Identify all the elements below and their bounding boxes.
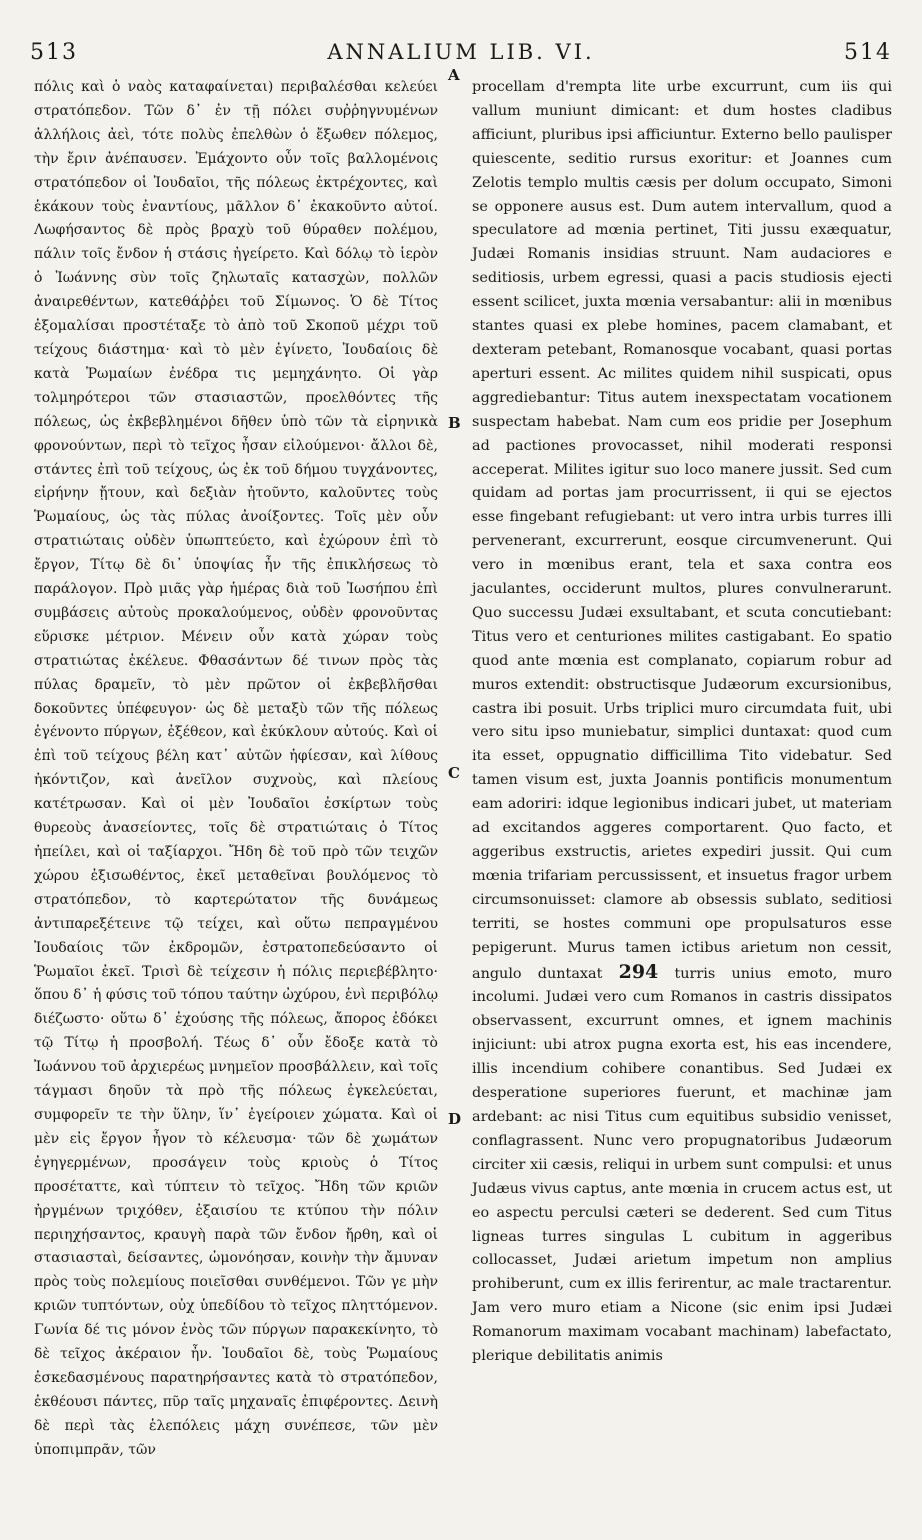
margin-letter-b: B xyxy=(448,414,461,432)
greek-column xyxy=(34,76,438,1463)
margin-letter-d: D xyxy=(448,1110,462,1128)
latin-text-after: turris unius emoto, muro incolumi. Judæi vero cum Romanos in castris dissipatos observassent, excurrunt omnes, et ignem machinis injiciunt: ubi atrox pugna exorta est, his eas incendere, illis incendium cohibere conantibus. Sed Judæi ex desperatione superiores fuerunt, et machinæ jam ardebant: ac nisi Titus cum equitibus subsidio venisset, conflagrassent. Nunc vero propugnatoribus Judæorum circiter xii cæsis, reliqui in urbem sunt compulsi: et unus Judæus vivus captus, ante mœnia in crucem actus est, ut eo aspectu perculsi cæteri se dederent. Sed cum Titus ligneas turres singulas L cubitum in aggeribus collocasset, Judæi arietum impetum non amplius prohiberunt, cum ex illis ferirentur, ac male tractarentur. Jam vero muro etiam a Nicone (sic enim ipsi Judæi Romanorum maximam vocabant machinam) labefactato, plerique debilitatis animis xyxy=(472,965,893,1365)
page-header xyxy=(30,34,892,70)
latin-paragraph xyxy=(472,76,892,1369)
left-page-number: 513 xyxy=(30,39,78,65)
margin-letter-c: C xyxy=(448,764,460,782)
latin-text-before: procellam d'rempta lite urbe excurrunt, cum iis qui vallum muniunt dimicant: et dum hostes cladibus afficiunt, pluribus ipsi afficiuntur. Externo bello paulisper quiescente, seditio rursus exoritur: et Joannes cum Zelotis templo multis cæsis per dolum occupato, Simoni se opponere ausus est. Dum autem intervallum, quod a speculatore ad mœnia pertinet, Titi jussu exæquatur, Judæi Romanis insidias struunt. Nam audaciores e seditiosis, urbem egressi, quasi a pacis studiosis ejecti essent scilicet, juxta mœnia versabantur: alii in mœnibus stantes quasi ex plebe homines, pacem clamabant, et dexteram petebant, Romanosque vocabant, quasi portas aperturi essent. Ac milites quidem nihil suspicati, opus aggrediebantur: Titus autem inexspectatam vocationem suspectam habebat. Nam cum eos pridie per Josephum ad pactiones provocasset, nihil moderati responsi acceperat. Milites igitur suo loco manere jussit. Sed cum quidam ad portas jam procurrissent, ii qui se ejectos esse fingebant refugiebant: ut vero intra urbis turres illi pervenerant, excurrerunt, eosque circumvenerunt. Qui vero in mœnibus erant, tela et saxa contra eos jaculantes, occiderunt multos, plures convulnerarunt. Quo successu Judæi exsultabant, et scuta concutiebant: Titus vero et centuriones milites castigabant. Eo spatio quod ante mœnia est complanato, copiarum robur ad muros extendit: obstructisque Judæorum excursionibus, castra ibi posuit. Urbs triplici muro circumdata fuit, ubi vero situ ipso muniebatur, simplici duntaxat: quod cum ita esset, oppugnatio difficillima Tito videbatur. Sed tamen visum est, juxta Joannis pontificis monumentum eam adoriri: idque legionibus indicari jubet, ut materiam ad excitandos aggeres comportarent. Quo facto, et aggeribus exstructis, arietes expediri jussit. Qui cum mœnia trifariam percussissent, et insuetus fragor urbem circumsonuisset: clamore ab obsessis sublato, seditiosi territi, se hostes communi ope propulsaturos esse pepigerunt. Murus tamen ictibus arietum non cessit, angulo duntaxat xyxy=(472,79,892,982)
greek-text: πόλις καὶ ὁ ναὸς καταφαίνεται) περιβαλέσθαι κελεύει στρατόπεδον. Τῶν δ᾽ ἐν τῇ πόλει συῤῥηγνυμένων ἀλλήλοις ἀεὶ, τότε πολὺς ἐπελθὼν ὁ ἔξωθεν πόλεμος, τὴν ἔριν ἀνέπαυσεν. Ἐμάχοντο οὖν τοῖς βαλλομένοις στρατόπεδον οἱ Ἰουδαῖοι, τῆς πόλεως ἐκτρέχοντες, καὶ ἑκάκουν τοὺς ἐναντίους, μᾶλλον δ᾽ ἐκακοῦντο αὐτοί. Λωφήσαντος δὲ πρὸς βραχὺ τοῦ θύραθεν πολέμου, πάλιν τοῖς ἔνδον ἡ στάσις ἠγείρετο. Καὶ δόλῳ τὸ ἱερὸν ὁ Ἰωάννης σὺν τοῖς ζηλωταῖς κατασχὼν, πολλῶν ἀναιρεθέντων, κατεθάῤῥει τοῦ Σίμωνος. Ὁ δὲ Τίτος ἐξομαλίσαι προστέταξε τὸ ἀπὸ τοῦ Σκοποῦ μέχρι τοῦ τείχους διάστημα· καὶ τὸ μὲν ἐγίνετο, Ἰουδαίοις δὲ κατὰ Ῥωμαίων ἐνέδρα τις μεμηχάνητο. Οἱ γὰρ τολμηρότεροι τῶν στασιαστῶν, προελθόντες τῆς πόλεως, ὡς ἐκβεβλημένοι δῆθεν ὑπὸ τῶν τὰ εἰρηνικὰ φρονούντων, περὶ τὸ τεῖχος ἦσαν εἰλούμενοι· ἄλλοι δὲ, στάντες ἐπὶ τοῦ τείχους, ὡς ἐκ τοῦ δήμου τυγχάνοντες, εἰρήνην ᾔτουν, καὶ δεξιὰν ἠτοῦντο, καλοῦντες τοὺς Ῥωμαίους, ὡς τὰς πύλας ἀνοίξοντες. Τοῖς μὲν οὖν στρατιώταις οὐδὲν ὑπωπτεύετο, καὶ ἐχώρουν ἐπὶ τὸ ἔργον, Τίτῳ δὲ δι᾽ ὑποψίας ἦν τῆς ἐπικλήσεως τὸ παράλογον. Πρὸ μιᾶς γὰρ ἡμέρας διὰ τοῦ Ἰωσήπου ἐπὶ συμβάσεις αὐτοὺς προκαλούμενος, οὐδὲν φρονοῦντας εὕρισκε μέτριον. Μένειν οὖν κατὰ χώραν τοὺς στρατιώτας ἐκέλευε. Φθασάντων δέ τινων πρὸς τὰς πύλας δραμεῖν, τὸ μὲν πρῶτον οἱ ἐκβεβλῆσθαι δοκοῦντες ὑπέφευγον· ὡς δὲ μεταξὺ τῶν τῆς πόλεως ἐγένοντο πύργων, ἐξέθεον, καὶ ἐκύκλουν αὐτούς. Καὶ οἱ ἐπὶ τοῦ τείχους βέλη κατ᾽ αὐτῶν ἠφίεσαν, καὶ λίθους ἠκόντιζον, καὶ ἀνεῖλον συχνοὺς, καὶ πλείους κατέτρωσαν. Καὶ οἱ μὲν Ἰουδαῖοι ἐσκίρτων τοὺς θυρεοὺς ἀνασείοντες, τοῖς δὲ στρατιώταις ὁ Τίτος ἠπείλει, καὶ οἱ ταξίαρχοι. Ἤδη δὲ τοῦ πρὸ τῶν τειχῶν χώρου ἐξισωθέντος, ἐκεῖ μεταθεῖναι βουλόμενος τὸ στρατόπεδον, τὸ καρτερώτατον τῆς δυνάμεως ἀντιπαρεξέτεινε τῷ τείχει, καὶ οὕτω πεπραγμένου Ἰουδαίοις τῶν ἐκδρομῶν, ἐστρατοπεδεύσαντο οἱ Ῥωμαῖοι ἐκεῖ. Τρισὶ δὲ τείχεσιν ἡ πόλις περιεβέβλητο· ὅπου δ᾽ ἡ φύσις τοῦ τόπου ταύτην ὠχύρου, ἑνὶ περιβόλῳ διέζωστο· οὕτω δ᾽ ἐχούσης τῆς πόλεως, ἄπορος ἐδόκει τῷ Τίτῳ ἡ προσβολή. Τέως δ᾽ οὖν ἔδοξε κατὰ τὸ Ἰωάννου τοῦ ἀρχιερέως μνημεῖον προσβάλλειν, καὶ τοῖς τάγμασι δηοῦν τὰ πρὸ τῆς πόλεως ἐγκελεύεται, συμφορεῖν τε τὴν ὕλην, ἵν᾽ ἐγείροιεν χώματα. Καὶ οἱ μὲν εἰς ἔργον ἦγον τὸ κέλευσμα· τῶν δὲ χωμάτων ἐγηγερμένων, προσάγειν τοὺς κριοὺς ὁ Τίτος προσέταττε, καὶ τύπτειν τὸ τεῖχος. Ἤδη τῶν κριῶν ἠργμένων τριχόθεν, ἐξαισίου τε κτύπου τὴν πόλιν περιηχήσαντος, κραυγὴ παρὰ τῶν ἔνδον ἤρθη, καὶ οἱ στασιασταὶ, δείσαντες, ὡμονόησαν, κοινὴν τὴν ἄμυναν πρὸς τοὺς πολεμίους ποιεῖσθαι συνθέμενοι. Τῶν γε μὴν κριῶν τυπτόντων, οὐχ ὑπεδίδου τὸ τεῖχος πληττόμενον. Γωνία δέ τις μόνον ἑνὸς τῶν πύργων παρακεκίνητο, τὸ δὲ τεῖχος ἀκέραιον ἦν. Ἰουδαῖοι δὲ, τοὺς Ῥωμαίους ἐσκεδασμένους παρατηρήσαντες κατὰ τὸ στρατόπεδον, ἐκθέουσι πάντες, πῦρ ταῖς μηχαναῖς ἐπιφέροντες. Δεινὴ δὲ περὶ τὰς ἑλεπόλεις μάχη συνέπεσε, τῶν μὲν ὑποπιμπρᾶν, τῶν xyxy=(34,79,438,1458)
page-marker: 294 xyxy=(618,960,659,983)
margin-letter-a: A xyxy=(448,66,460,84)
running-title: ANNALIUM LIB. VI. xyxy=(327,40,595,64)
right-page-number: 514 xyxy=(843,39,892,65)
latin-column xyxy=(472,76,892,1369)
